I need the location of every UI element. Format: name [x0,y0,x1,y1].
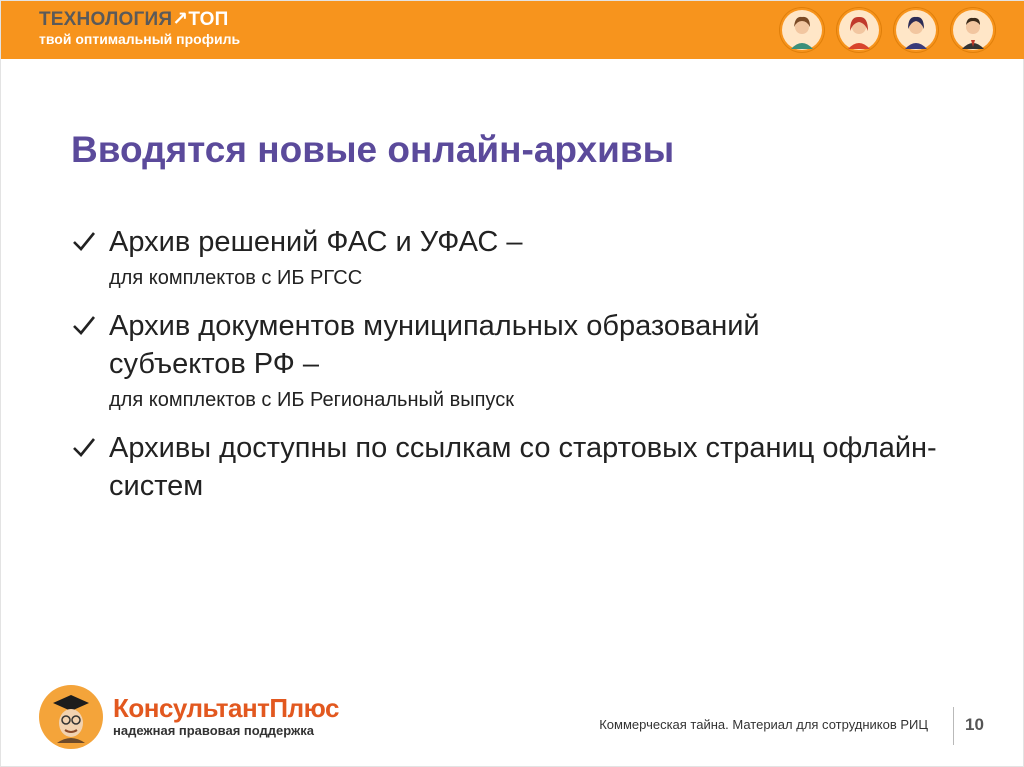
list-item [71,223,971,293]
brand-title-main: ТЕХНОЛОГИЯ [39,9,173,30]
list-item [71,307,971,415]
brand-subtitle: твой оптимальный профиль [39,31,241,47]
bullet-subtext: для комплектов с ИБ Региональный выпуск [109,389,514,411]
brand-title-accent: ↗ТОП [172,9,229,30]
logo-name: КонсультантПлюс [113,693,339,723]
slide-title: Вводятся новые онлайн-архивы [71,129,675,170]
list-item [71,429,971,505]
arrow-up-right-icon: ↗ [172,9,189,30]
logo-tagline: надежная правовая поддержка [113,723,314,738]
professor-mascot-icon [39,685,103,749]
person-woman-icon [893,7,939,53]
header-bar [1,1,1024,59]
page-number: 10 [965,715,984,734]
checkmark-icon [71,434,97,460]
footer-divider [953,707,954,745]
consultant-plus-logo [39,685,339,755]
bullet-text: Архив решений ФАС и УФАС – [109,226,523,258]
bullet-text: Архив документов муниципальных образований субъектов РФ – [109,310,760,380]
brand-title [39,9,240,31]
checkmark-icon [71,228,97,254]
bullet-text: Архивы доступны по ссылкам со стартовых страниц офлайн-систем [109,432,937,502]
bullet-subtext: для комплектов с ИБ РГСС [109,267,363,289]
person-man-icon [950,7,996,53]
person-woman-icon [836,7,882,53]
confidentiality-note: Коммерческая тайна. Материал для сотрудников РИЦ [599,717,928,732]
bullet-list [71,223,971,519]
person-woman-icon [779,7,825,53]
brand-logo [39,9,240,47]
checkmark-icon [71,312,97,338]
